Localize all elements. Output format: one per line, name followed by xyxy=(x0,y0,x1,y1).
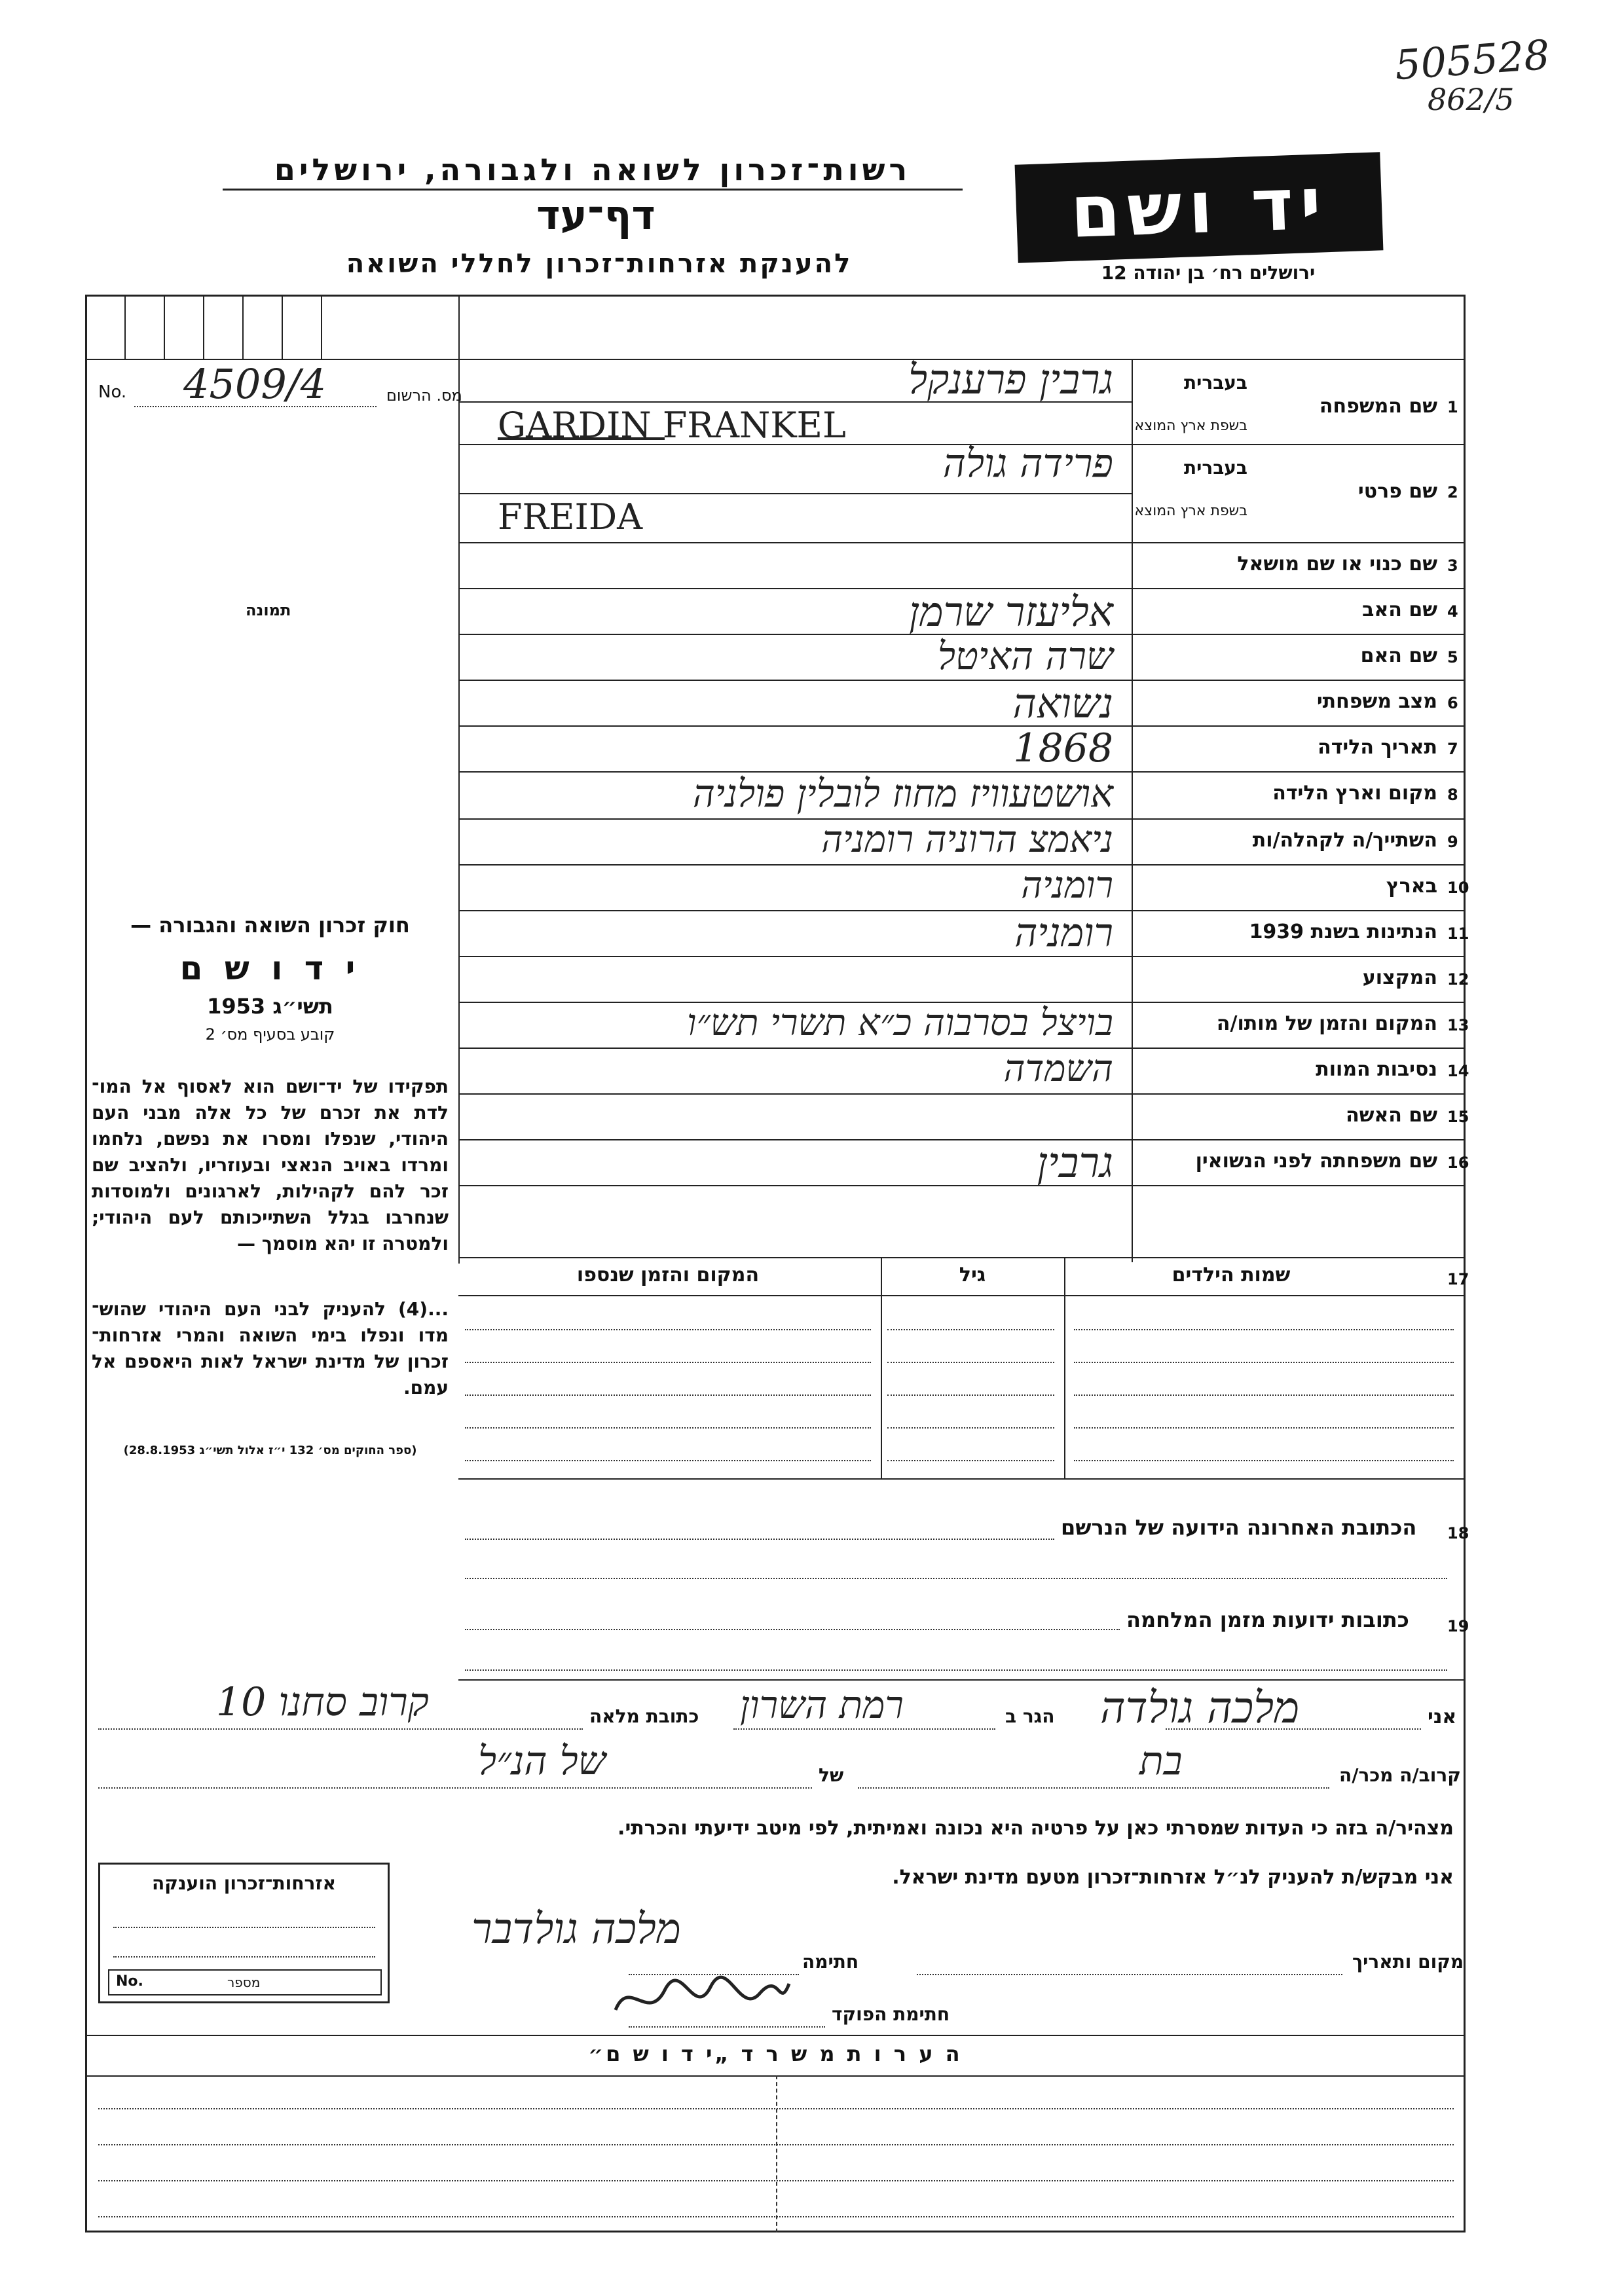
field-10-label: בארץ xyxy=(1386,875,1437,898)
field-12-label: המקצוע xyxy=(1362,966,1437,989)
field-4-value: אליעזר שרמן xyxy=(909,588,1113,636)
field-12-number: 12 xyxy=(1447,970,1469,989)
field-11-number: 11 xyxy=(1447,924,1469,943)
addr19-num: 19 xyxy=(1447,1617,1469,1635)
logo-address: ירושלים רח׳ בן יהודה 12 xyxy=(1101,262,1316,283)
field-5-label: שם האם xyxy=(1360,644,1437,667)
field-4-label: שם האב xyxy=(1362,598,1437,621)
children-col-names: שמות הילדים xyxy=(1172,1264,1291,1286)
field-2-number: 2 xyxy=(1447,483,1458,501)
law-citation: (ספר החוקים מס׳ 132 י״ז אלול תשי״ג 28.8.1953) xyxy=(123,1444,417,1457)
children-num: 17 xyxy=(1447,1270,1469,1288)
field-2-sub-hebrew: בעברית xyxy=(1183,457,1247,479)
reg-heb-label: מס. הרשום xyxy=(386,386,462,405)
citizenship-title: אזרחות־זכרון הוענקה xyxy=(152,1872,336,1894)
authority-name: רשות־זכרון לשואה ולגבורה, ירושלים xyxy=(274,152,912,187)
field-15-label: שם האשה xyxy=(1346,1104,1437,1127)
field-4-number: 4 xyxy=(1447,602,1458,621)
field-6-number: 6 xyxy=(1447,694,1458,712)
law-paragraph-2: ...(4) להעניק לבני העם היהודי שהוש־ מדו ונפלו בימי השואה והמרי אזרחות־ זכרון של מדינת ישראל לאות היאספם אל עמם. xyxy=(92,1298,449,1398)
field-16-label: שם משפחתה לפני הנשואין xyxy=(1195,1150,1437,1173)
field-14-value: השמדה xyxy=(1003,1048,1113,1090)
field-6-value: נשואה xyxy=(1012,680,1113,727)
office-notes-title: ה ע ר ו ת מ ש ר ד „י ד ו ש ם״ xyxy=(588,2041,963,2066)
citizenship-box xyxy=(98,1863,390,2003)
field-3-number: 3 xyxy=(1447,556,1458,575)
decl-place-date: מקום ותאריך xyxy=(1352,1951,1464,1973)
field-16-value: גרבין xyxy=(1037,1139,1113,1188)
decl-statement-2: אני מבקש/ת להעניק לנ״ל אזרחות־זכרון מטעם מדינת ישראל. xyxy=(892,1866,1454,1889)
field-8-value: אושטעוויז מחוז לובלין פולניה xyxy=(692,771,1113,816)
law-heading: חוק זכרון השואה והגבורה — xyxy=(130,913,410,938)
children-col-place: המקום והזמן שנספו xyxy=(576,1264,760,1286)
decl-statement-1: מצהיר/ה בזה כי העדות שמסרתי כאן על פרטיה היא נכונה ואמיתית, לפי מיטב ידיעתי והכרתי. xyxy=(618,1817,1454,1840)
law-paragraph-1: תפקידו של יד־ושם הוא לאסוף אל המו־ לדת את זכרם של כל אלה מבני העם היהודי, שנפלו ומסרו את נפשם, נלחמו ומרדו באויב הנאצי ובעוזריו, ולהציב שם זכר להם לקהילות, לארגונים ולמוסדות שנחרבו בגלל השתייכותם לעם היהודי; ולמטרה זו יהא מוסמך — xyxy=(92,1076,449,1254)
file-ref: 505528 xyxy=(1393,30,1551,90)
field-1-sub-hebrew: בעברית xyxy=(1183,372,1247,393)
decl-relative: קרוב/ה מכר/ה xyxy=(1339,1764,1461,1786)
decl-of: של xyxy=(819,1764,844,1786)
field-6-label: מצב משפחתי xyxy=(1316,690,1437,713)
field-9-number: 9 xyxy=(1447,833,1458,851)
citizenship-number-label: מספר xyxy=(227,1975,261,1990)
law-year: תשי״ג 1953 xyxy=(207,994,333,1019)
addr18-label: הכתובת האחרונה הידועה של הנרשם xyxy=(1061,1515,1417,1540)
decl-full-address: כתובת מלאה xyxy=(589,1705,699,1727)
photo-label: תמונה xyxy=(246,601,291,619)
citizenship-no: No. xyxy=(116,1973,143,1990)
field-16-number: 16 xyxy=(1447,1154,1469,1172)
addr18-num: 18 xyxy=(1447,1524,1469,1542)
form-subtitle: להענקת אזרחות־זכרון לחללי השואה xyxy=(346,249,853,279)
decl-signature: מלכה גולדבר xyxy=(471,1905,681,1954)
law-clause: קובע בסעיף מס׳ 2 xyxy=(205,1025,335,1044)
law-name: י ד ו ש ם xyxy=(179,949,361,987)
field-1-sub-origin: בשפת ארץ המוצא xyxy=(1134,418,1247,434)
decl-declarant: מלכה גולדה xyxy=(1100,1683,1300,1733)
field-13-label: המקום והזמן של מותו/ה xyxy=(1216,1012,1437,1035)
field-10-number: 10 xyxy=(1447,879,1469,897)
reg-no-label: No. xyxy=(98,382,127,402)
file-ref-sub: 862/5 xyxy=(1428,82,1515,117)
field-1-number: 1 xyxy=(1447,398,1458,416)
field-3-label: שם כנוי או שם מושאל xyxy=(1237,553,1437,575)
decl-street: קרוב סחנו 10 xyxy=(216,1679,429,1725)
children-col-age: גיל xyxy=(959,1264,986,1286)
field-5-value: שרה האיטל xyxy=(937,634,1113,678)
field-1-label: שם המשפחה xyxy=(1319,395,1437,418)
field-13-value: בויצל בסרבוה כ״א תשרי תש״ו xyxy=(687,1002,1113,1044)
field-7-number: 7 xyxy=(1447,740,1458,758)
field-9-label: השתייך/ה לקהלה/ות xyxy=(1252,829,1437,852)
field-13-number: 13 xyxy=(1447,1016,1469,1034)
field-2-sub-origin: בשפת ארץ המוצא xyxy=(1134,503,1247,519)
field-1-value-latin: GARDIN FRANKEL xyxy=(498,405,846,446)
field-2-value-latin: FREIDA xyxy=(498,496,643,538)
field-7-label: תאריך הלידה xyxy=(1318,736,1437,759)
field-10-value: רומניה xyxy=(1021,864,1113,907)
field-2-label: שם פרטי xyxy=(1357,480,1437,503)
field-14-label: נסיבות המוות xyxy=(1316,1058,1437,1081)
field-7-value: 1868 xyxy=(1013,725,1113,771)
addr19-label: כתובות ידועות מזמן המלחמה xyxy=(1126,1607,1409,1632)
field-5-number: 5 xyxy=(1447,648,1458,666)
field-8-label: מקום וארץ הלידה xyxy=(1272,782,1437,805)
decl-city: רמת השרון xyxy=(740,1683,904,1727)
field-15-number: 15 xyxy=(1447,1108,1469,1126)
registration-number: 4509/4 xyxy=(183,360,327,408)
decl-officer-label: חתימת הפוקד xyxy=(832,2003,950,2025)
decl-signature-label: חתימה xyxy=(802,1951,859,1973)
field-8-number: 8 xyxy=(1447,786,1458,804)
field-9-value: ניאמצ הרוניה רומניה xyxy=(821,818,1113,861)
field-11-value: רומניה xyxy=(1014,910,1113,956)
field-2-value: פרידה גולה xyxy=(942,441,1113,486)
decl-ani: אני xyxy=(1428,1705,1457,1728)
field-14-number: 14 xyxy=(1447,1062,1469,1080)
decl-of-whom: של הנ״ל xyxy=(478,1738,606,1784)
form-title: דף־עד xyxy=(536,191,655,239)
yad-vashem-logo xyxy=(1015,152,1384,263)
decl-relation: בת xyxy=(1139,1738,1183,1784)
field-1-value: גרבין פרענקל xyxy=(908,355,1113,403)
officer-signature-scribble xyxy=(602,1964,799,2036)
decl-resides: הגר ב xyxy=(1005,1705,1055,1727)
logo-text: יד ושם xyxy=(1069,161,1329,254)
field-11-label: הנתינות בשנת 1939 xyxy=(1249,920,1437,943)
